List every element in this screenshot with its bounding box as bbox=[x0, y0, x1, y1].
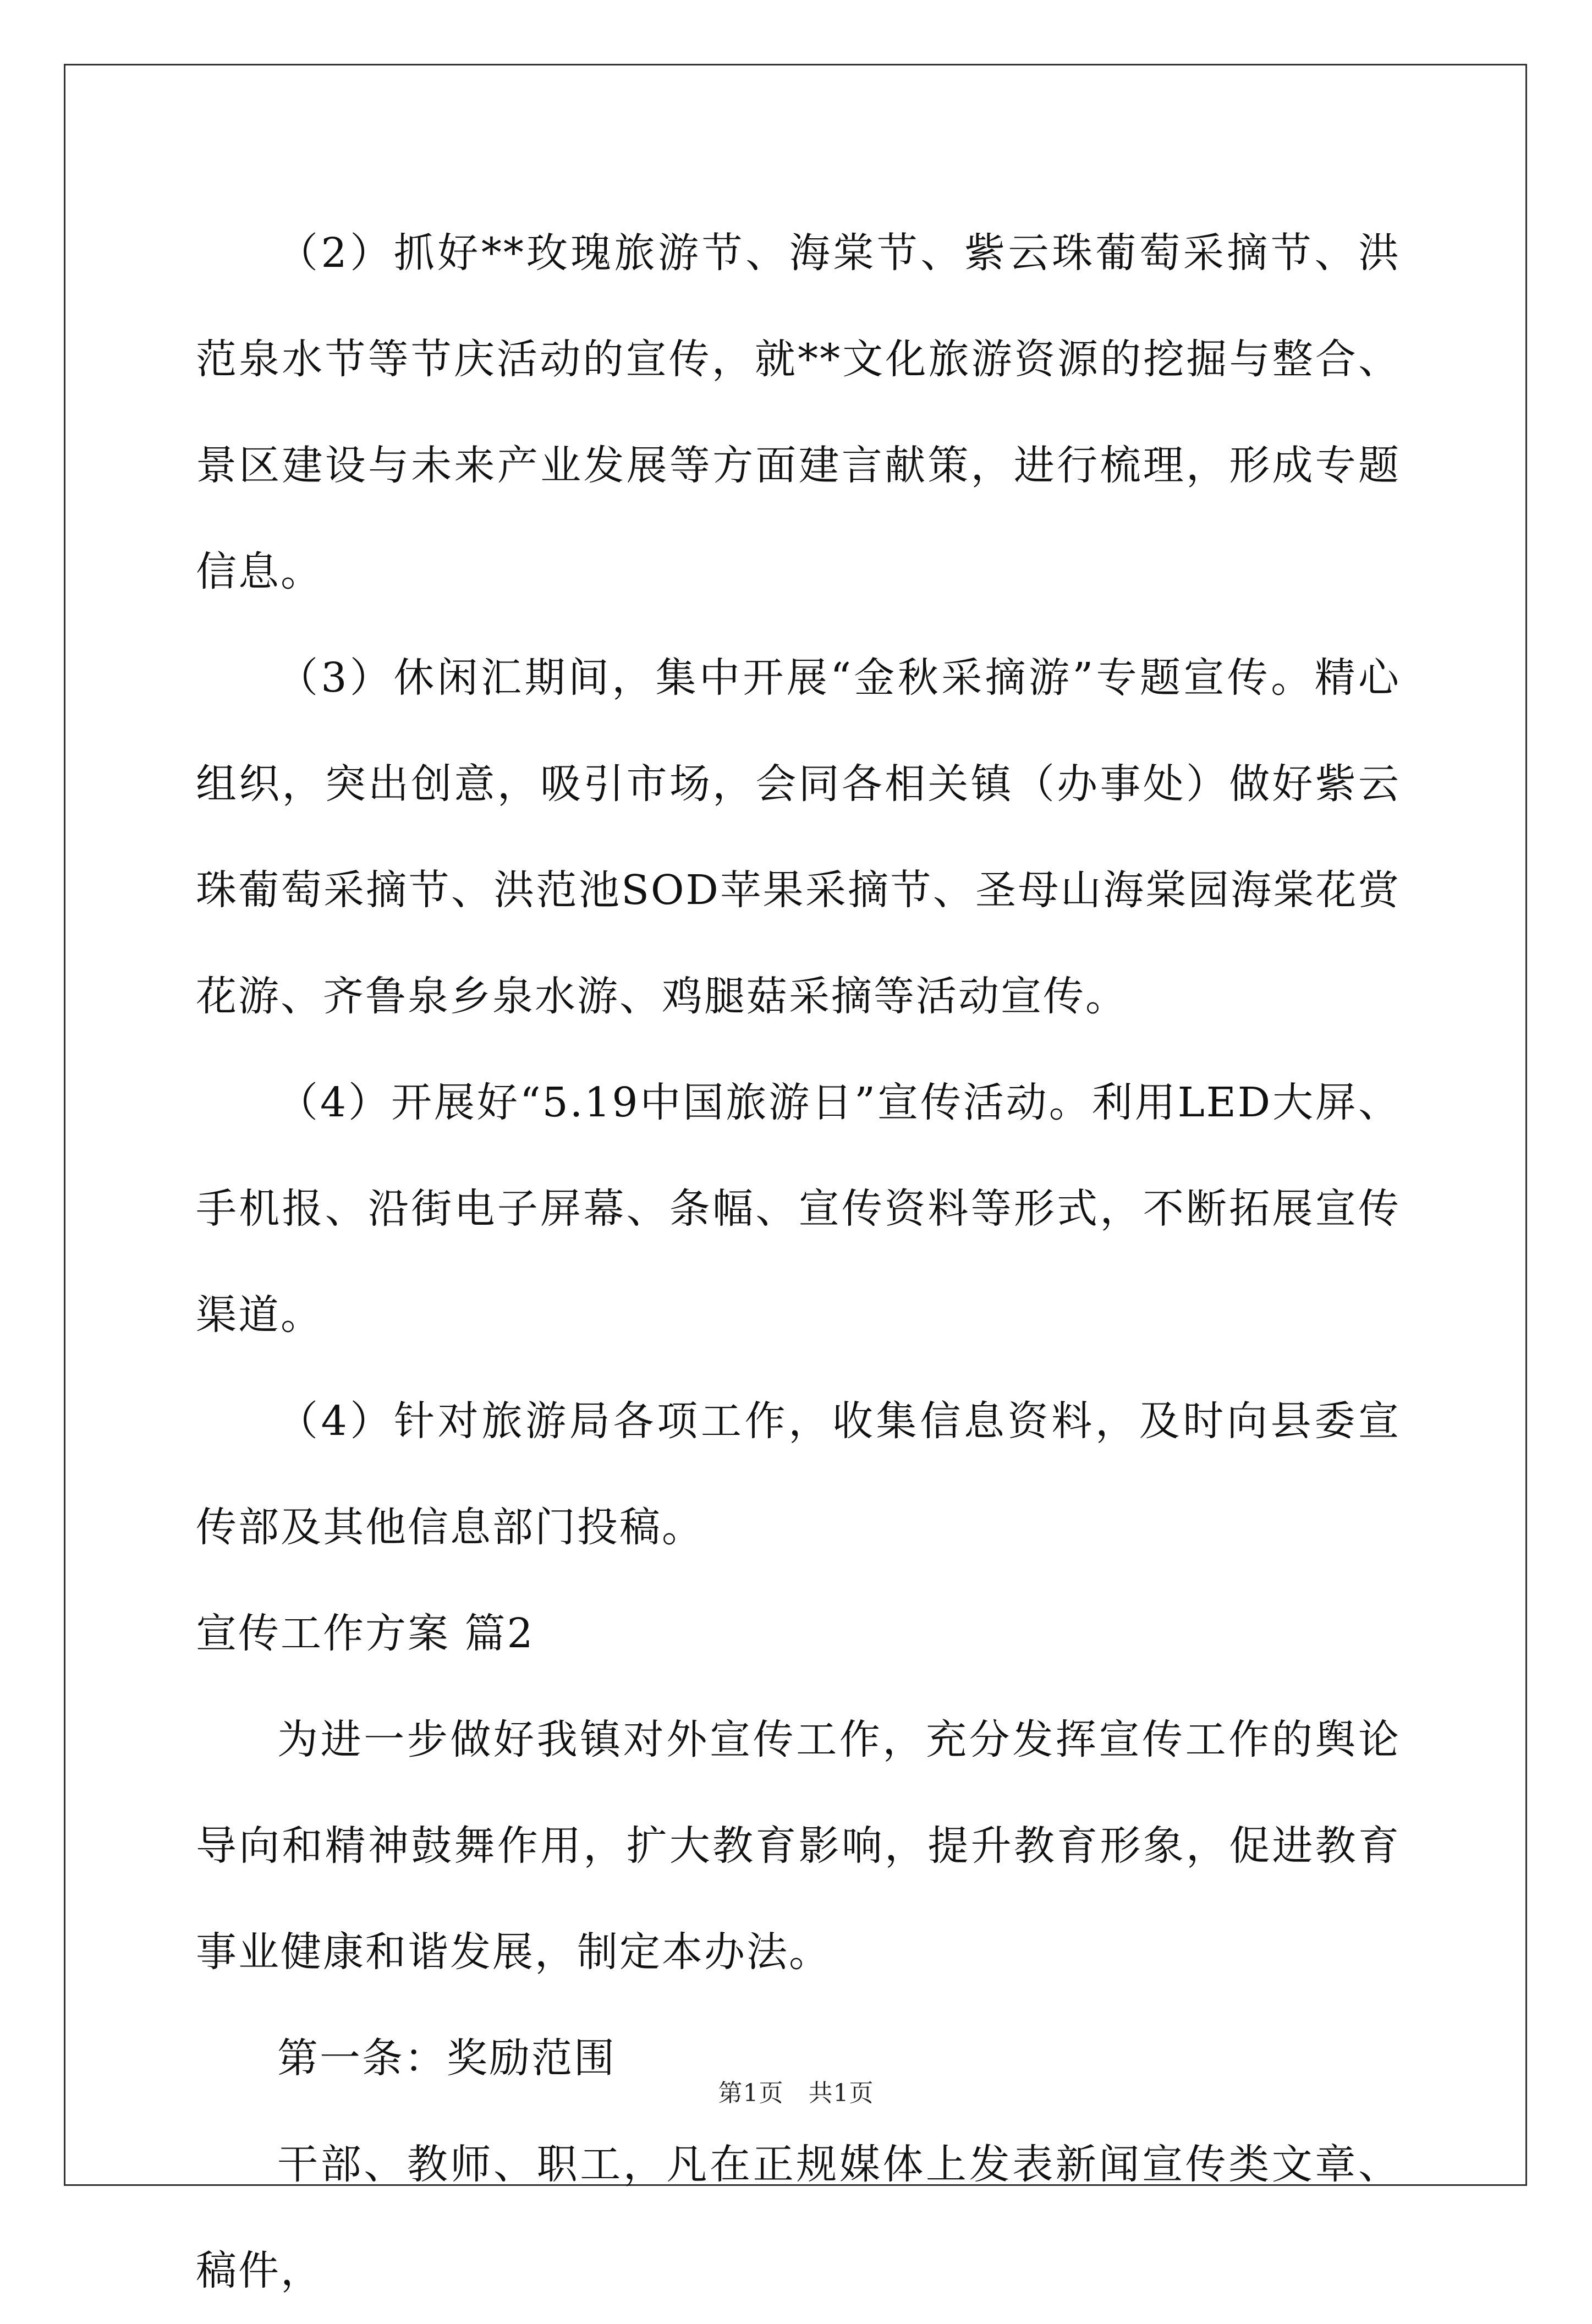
paragraph-reward-scope: 干部、教师、职工，凡在正规媒体上发表新闻宣传类文章、稿件， bbox=[196, 2141, 1401, 2294]
paragraph-autumn-picking-tour: （3）休闲汇期间，集中开展“金秋采摘游”专题宣传。精心组织，突出创意，吸引市场，会同各相关镇（办事处）做好紫云珠葡萄采摘节、洪范池SOD苹果采摘节、圣母山海棠园海棠花赏花游、齐鲁泉乡泉水游、鸡腿菇采摘等活动宣传。 bbox=[196, 654, 1401, 1020]
document-body bbox=[196, 200, 1401, 2324]
page-footer: 第1页 共1页 bbox=[718, 2079, 874, 2107]
paragraph-purpose: 为进一步做好我镇对外宣传工作，充分发挥宣传工作的舆论导向和精神鼓舞作用，扩大教育影响，提升教育形象，促进教育事业健康和谐发展，制定本办法。 bbox=[196, 1716, 1401, 1976]
paragraph-festival-promotion: （2）抓好**玫瑰旅游节、海棠节、紫云珠葡萄采摘节、洪范泉水节等节庆活动的宣传，就**文化旅游资源的挖掘与整合、景区建设与未来产业发展等方面建言献策，进行梳理，形成专题信息。 bbox=[196, 229, 1401, 595]
article-one-title: 第一条：奖励范围 bbox=[277, 2035, 616, 2082]
section-heading: 宣传工作方案 篇2 bbox=[196, 1610, 535, 1657]
paragraph-china-tourism-day: （4）开展好“5.19中国旅游日”宣传活动。利用LED大屏、手机报、沿街电子屏幕、条幅、宣传资料等形式，不断拓展宣传渠道。 bbox=[196, 1079, 1401, 1339]
paragraph-info-submission: （4）针对旅游局各项工作，收集信息资料，及时向县委宣传部及其他信息部门投稿。 bbox=[196, 1397, 1401, 1551]
